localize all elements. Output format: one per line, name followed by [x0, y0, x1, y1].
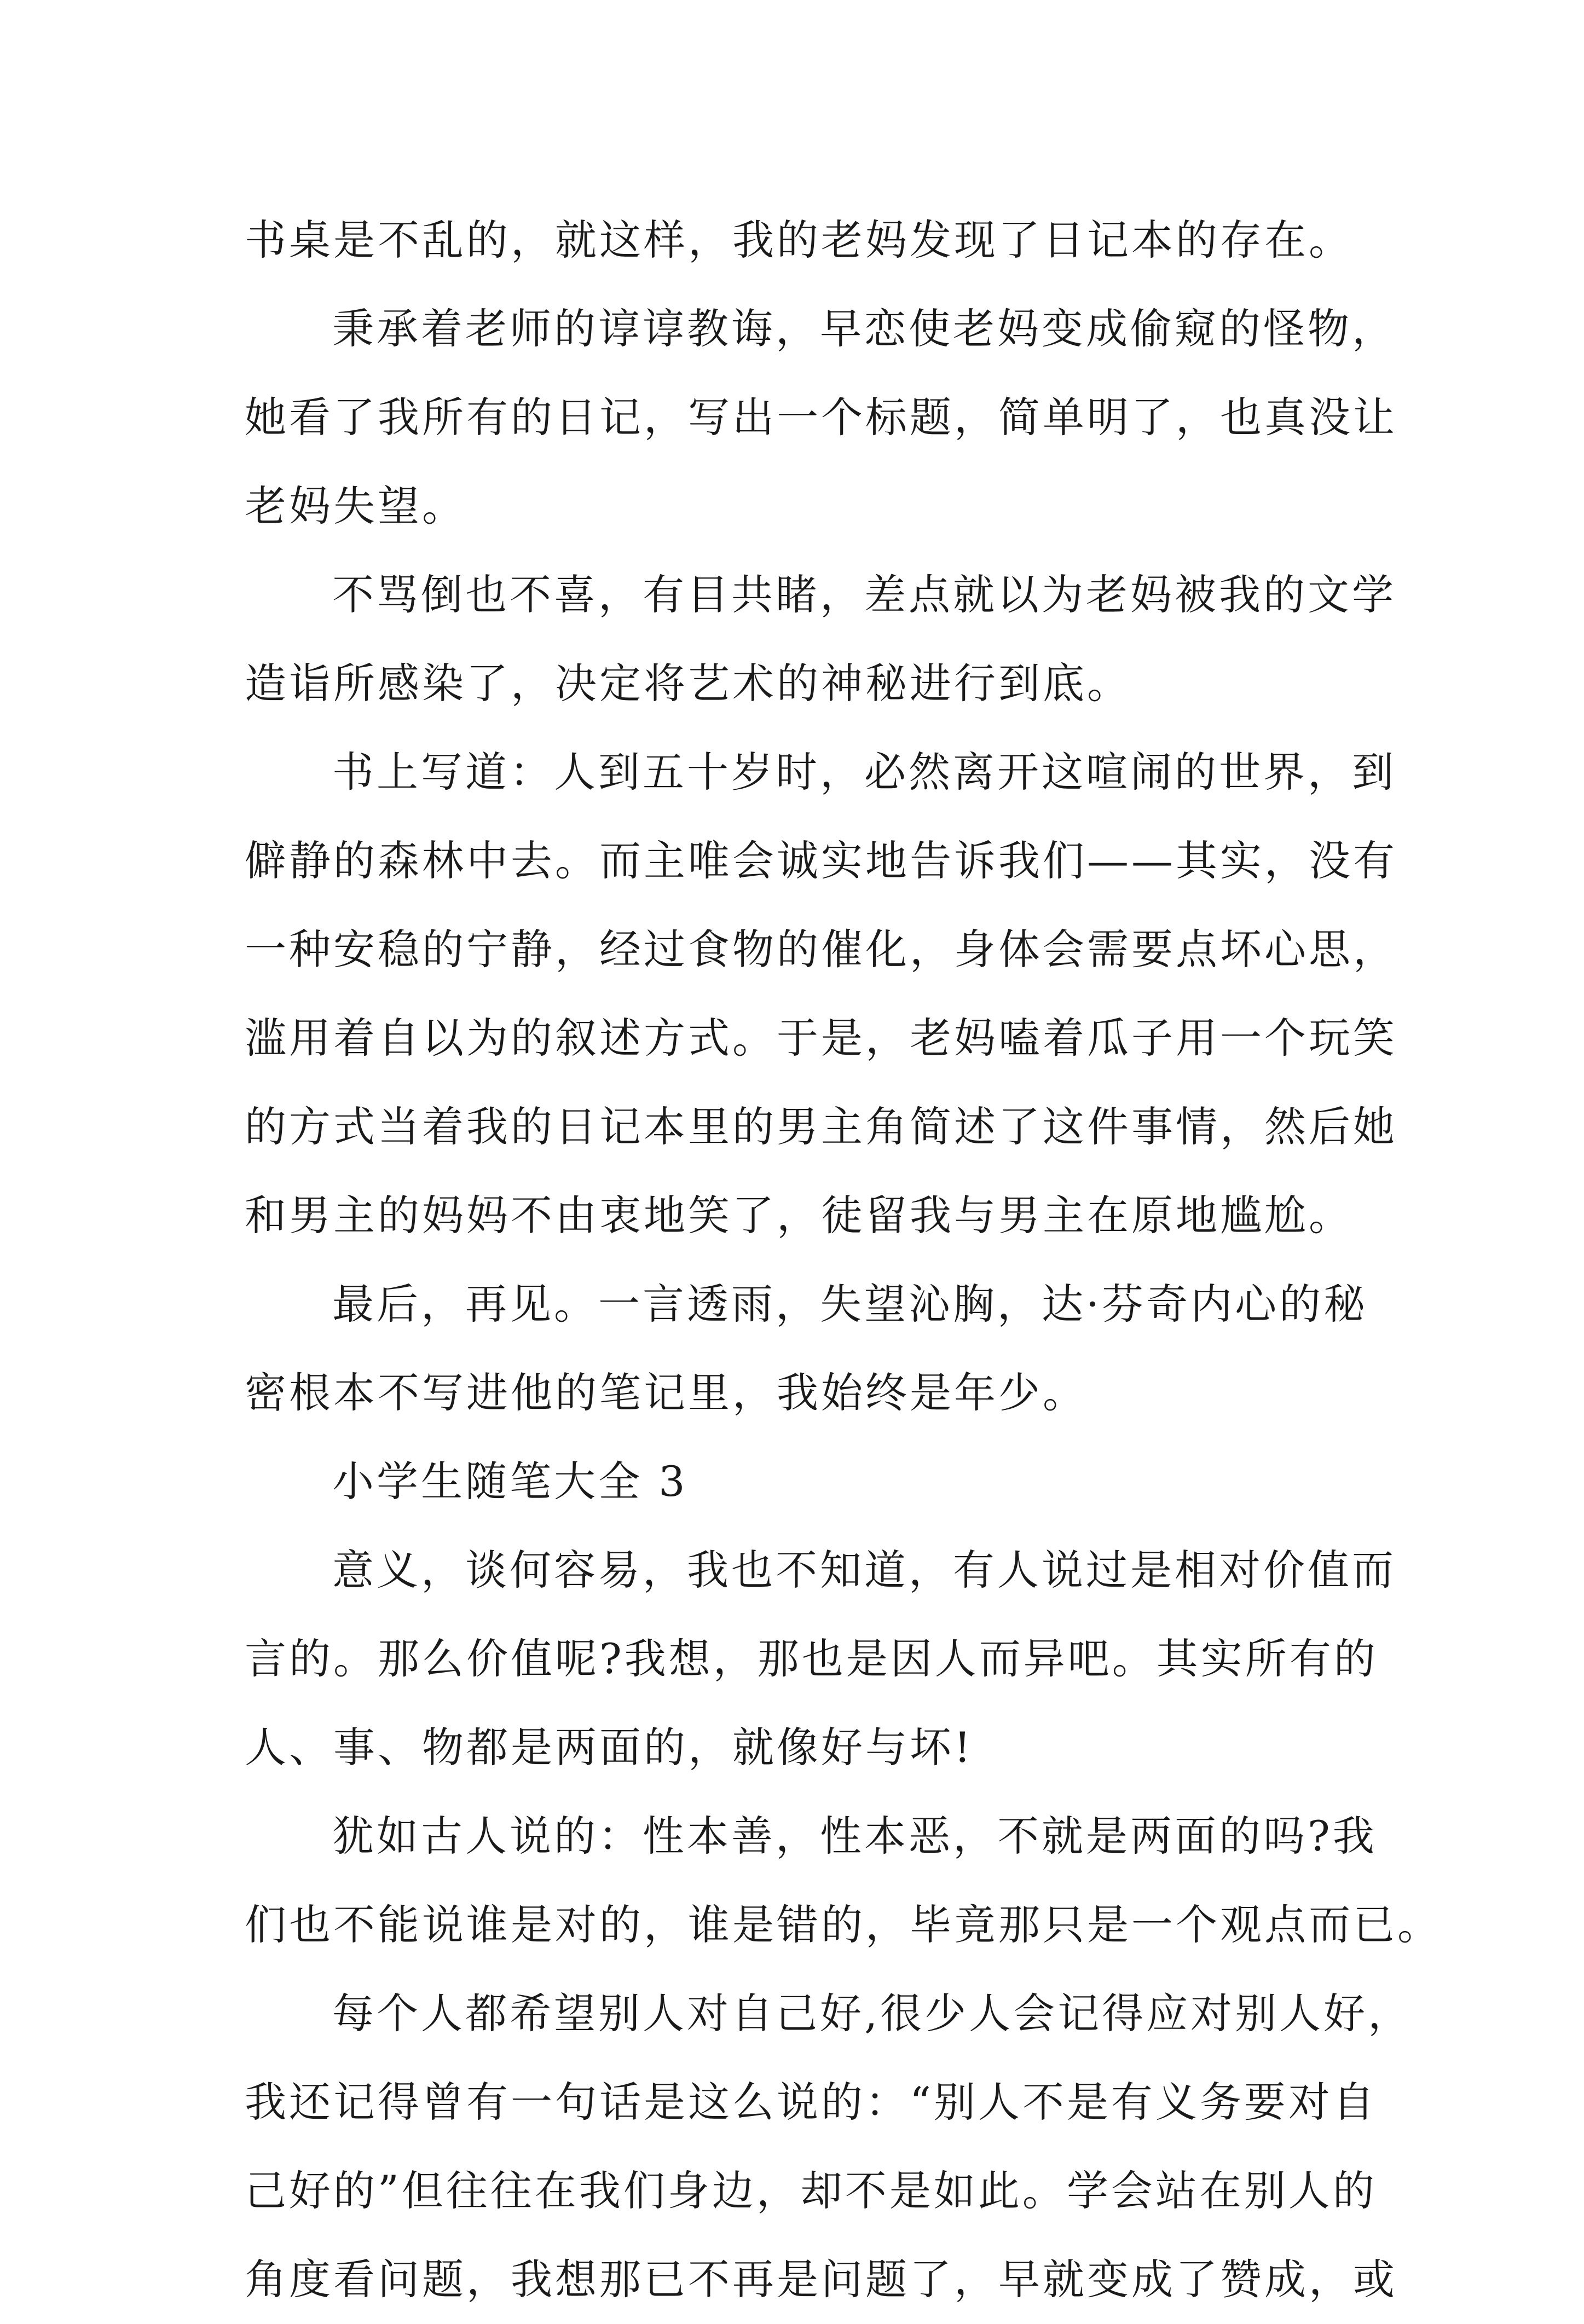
text-line: 一种安稳的宁静，经过食物的催化，身体会需要点坏心思， [245, 925, 1397, 974]
text-line: 和男主的妈妈不由衷地笑了，徒留我与男主在原地尴尬。 [245, 1191, 1353, 1240]
document-body [245, 196, 1442, 2324]
text-line: 的方式当着我的日记本里的男主角简述了这件事情，然后她 [245, 1102, 1397, 1151]
text-line: 书上写道：人到五十岁时，必然离开这喧闹的世界，到 [332, 748, 1396, 796]
text-line: 密根本不写进他的笔记里，我始终是年少。 [245, 1368, 1087, 1417]
text-line: 角度看问题，我想那已不再是问题了，早就变成了赞成，或 [245, 2255, 1397, 2304]
text-line: 她看了我所有的日记，写出一个标题，简单明了，也真没让 [245, 393, 1397, 442]
text-line: 每个人都希望别人对自己好,很少人会记得应对别人好， [332, 1989, 1413, 2038]
text-line: 造诣所感染了，决定将艺术的神秘进行到底。 [245, 659, 1131, 708]
text-line: 滥用着自以为的叙述方式。于是，老妈嗑着瓜子用一个玩笑 [245, 1014, 1397, 1062]
text-line: 人、事、物都是两面的，就像好与坏! [245, 1723, 974, 1772]
text-line: 犹如古人说的：性本善，性本恶，不就是两面的吗?我 [332, 1812, 1377, 1860]
text-line: 我还记得曾有一句话是这么说的：“别人不是有义务要对自 [245, 2078, 1377, 2126]
text-line: 秉承着老师的谆谆教诲，早恋使老妈变成偷窥的怪物， [332, 304, 1396, 353]
text-line: 书桌是不乱的，就这样，我的老妈发现了日记本的存在。 [245, 216, 1353, 264]
text-line: 己好的”但往往在我们身边，却不是如此。学会站在别人的 [245, 2166, 1377, 2215]
text-line: 言的。那么价值呢?我想，那也是因人而异吧。其实所有的 [245, 1634, 1378, 1683]
text-line: 们也不能说谁是对的，谁是错的，毕竟那只是一个观点而已。 [245, 1900, 1442, 1949]
text-line: 老妈失望。 [245, 482, 466, 530]
text-line: 小学生随笔大全 3 [332, 1457, 688, 1506]
text-line: 最后，再见。一言透雨，失望沁胸，达·芬奇内心的秘 [332, 1280, 1368, 1328]
text-line: 不骂倒也不喜，有目共睹，差点就以为老妈被我的文学 [332, 570, 1396, 619]
text-line: 意义，谈何容易，我也不知道，有人说过是相对价值而 [332, 1546, 1396, 1594]
text-line: 僻静的森林中去。而主唯会诚实地告诉我们——其实，没有 [245, 836, 1397, 885]
